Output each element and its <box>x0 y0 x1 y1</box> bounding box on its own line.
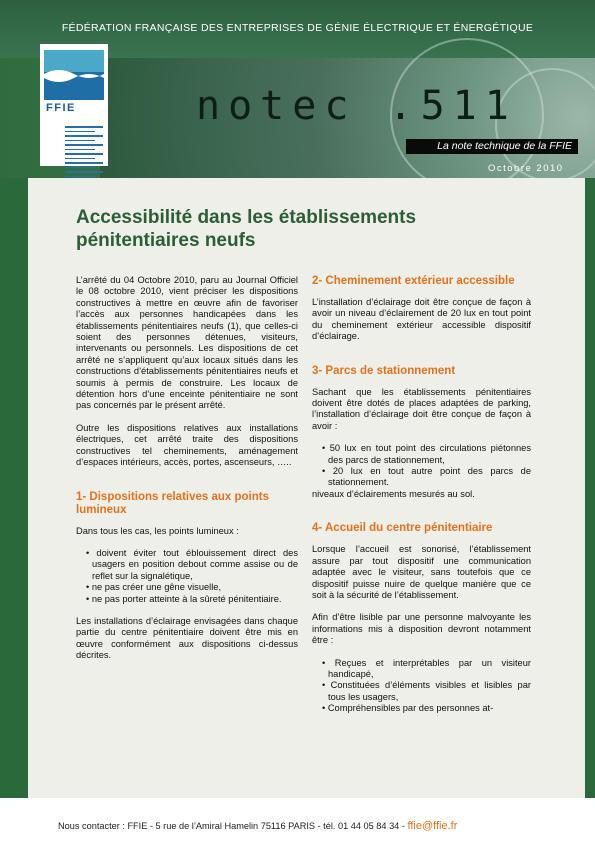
section-4-heading: 4- Accueil du centre pénitentiaire <box>312 522 493 535</box>
left-frame-bar <box>0 178 28 798</box>
tagline: La note technique de la FFIE <box>406 139 578 154</box>
ffie-logo <box>40 44 108 166</box>
section-1-text-2: Les installations d’éclairage envisagées dans chaque partie du centre pénitentiaire doivent être mis en œuvre conformément aux dispositions ci-dessus décrites. <box>76 615 298 661</box>
section-3-heading: 3- Parcs de stationnement <box>312 364 456 377</box>
section-1-text: Dans tous les cas, les points lumineux : <box>76 525 239 536</box>
federation-name: FÉDÉRATION FRANÇAISE DES ENTREPRISES DE GÉNIE ÉLECTRIQUE ET ÉNERGÉTIQUE <box>61 22 534 34</box>
intro-paragraph-2: Outre les dispositions relatives aux installations électriques, cet arrêté traite des dispositions constructives tel cheminements, aménagement d’espaces intérieurs, accès, portes, ascenseurs, ….. <box>76 422 298 468</box>
section-3-list <box>312 443 531 489</box>
list-item: • Reçues et interprétables par un visiteur handicapé, <box>322 657 531 679</box>
section-2-text: L’installation d’éclairage doit être conçue de façon à avoir un niveau d’éclairement de 20 lux en tout point du cheminement extérieur accessible dispositif d’éclairage. <box>312 297 531 342</box>
logo-tagline-lines <box>65 126 103 180</box>
list-item: • 50 lux en tout point des circulations piétonnes des parcs de stationnement, <box>322 443 531 465</box>
list-item: • doivent éviter tout éblouissement direct des usagers en position debout comme assise ou de reflet sur la signalétique, <box>86 547 298 581</box>
section-3-text-2: niveaux d’éclairements mesurés au sol. <box>312 488 475 499</box>
section-2-heading: 2- Cheminement extérieur accessible <box>312 275 515 287</box>
section-4-list <box>312 658 531 715</box>
section-4-text-2: Afin d’être lisible par une personne malvoyante les informations mis à disposition devront notamment être : <box>312 612 531 646</box>
list-item: • Constituées d’éléments visibles et lisibles par tous les usagers, <box>322 680 531 702</box>
logo-text: FFIE <box>46 102 76 114</box>
issue-date: Octobre 2010 <box>488 163 564 174</box>
list-item: • Compréhensibles par des personnes at- <box>322 703 494 714</box>
section-1-heading: 1- Dispositions relatives aux points lumineux <box>76 490 269 516</box>
section-4-text: Lorsque l’accueil est sonorisé, l’établissement assure par tout dispositif une communication adaptée avec le visiteur, sans toutefois que ce dispositif puisse nuire de quelque manière que ce soit à la sécurité de l’établissement. <box>312 544 531 600</box>
list-item: • 20 lux en tout autre point des parcs de stationnement. <box>322 466 531 488</box>
section-1-list <box>76 548 298 605</box>
left-column <box>76 275 298 673</box>
intro-paragraph: L’arrêté du 04 Octobre 2010, paru au Journal Officiel le 08 octobre 2010, vient préciser les dispositions constructives à mettre en œuvre afin de favoriser l’accès aux personnes handicapées dans les établissements pénitentiaires neufs (1), que celles-ci soient des personnes détenues, visiteurs, intervenants ou personnels. Les dispositions de cet arrêté ne s’appliquent qu’aux locaux situés dans les constructions d’établissements pénitentiaires neufs et soumis à permis de construire. Les locaux de détention hors d’une enceinte pénitentiaire ne sont pas concernés par le présent arrêté. <box>76 275 298 411</box>
list-item: • ne pas porter atteinte à la sûreté pénitentiaire. <box>86 593 282 604</box>
footer-address: Nous contacter : FFIE - 5 rue de l’Amiral Hamelin 75116 PARIS - tél. 01 44 05 84 34 - <box>58 821 408 831</box>
footer-email-link[interactable]: ffie@ffie.fr <box>407 820 458 832</box>
list-item: • ne pas créer une gêne visuelle, <box>86 582 222 593</box>
series-title: notec .511 <box>196 83 517 129</box>
page-title: Accessibilité dans les établissements pénitentiaires neufs <box>76 207 417 251</box>
right-column <box>312 275 531 726</box>
wave-logo-icon <box>44 50 104 100</box>
footer-contact <box>58 820 457 832</box>
section-3-text: Sachant que les établissements pénitentiaires doivent être dotés de places adaptées de parking, l’installation d’éclairage doit être conçue de façon à avoir : <box>312 386 531 431</box>
